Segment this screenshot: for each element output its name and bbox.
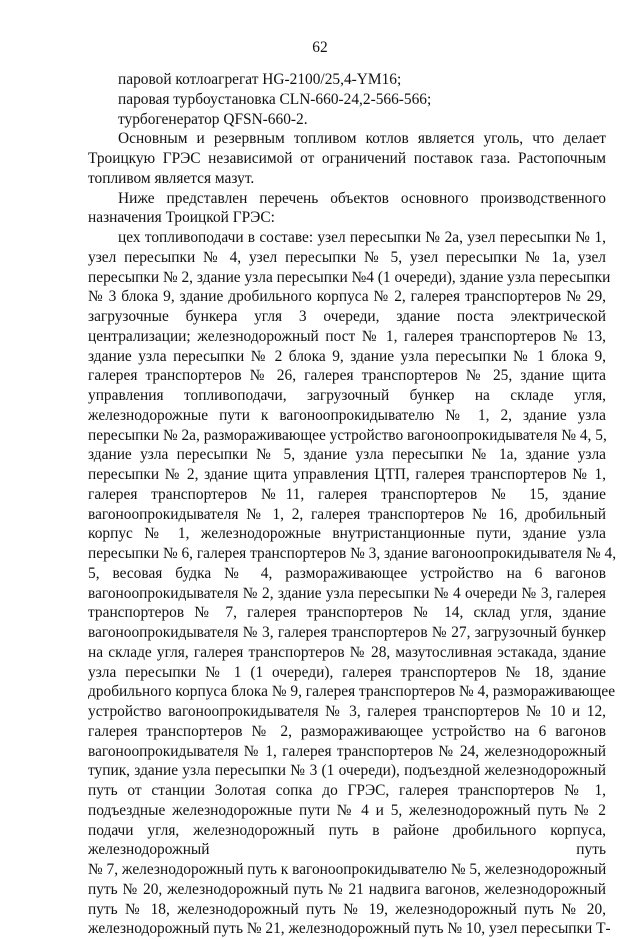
text-line: пересыпки № 2, здание узла пересыпки №4 (1 очереди), здание узла пересыпки	[88, 268, 611, 286]
text-line: цех топливоподачи в составе: узел пересыпки № 2а, узел пересыпки № 1,	[118, 229, 606, 246]
text-line: на складе угля, галерея транспортеров № 28, мазутосливная эстакада, здание	[88, 643, 606, 661]
text-line: № 7, железнодорожный путь к вагоноопрокидывателю № 5, железнодорожный	[88, 861, 607, 878]
text-line: дробильного корпуса блока № 9, галерея транспортеров № 4, размораживающее	[88, 683, 616, 701]
text-line: загрузочные бункера угля 3 очереди, здание поста электрической	[88, 308, 606, 325]
text-line: № 3 блока 9, здание дробильного корпуса № 2, галерея транспортеров № 29,	[88, 288, 606, 306]
text-line: здание узла пересыпки № 2 блока 9, здание узла пересыпки № 1 блока 9,	[88, 347, 606, 365]
text-line: галерея транспортеров № 2, размораживающее устройство на 6 вагонов	[88, 722, 606, 740]
text-line: вагоноопрокидывателя № 1, галерея транспортеров № 24, железнодорожный	[88, 742, 606, 760]
text-line: вагоноопрокидывателя № 1, 2, галерея транспортеров № 16, дробильный	[88, 505, 606, 523]
text-line: Ниже представлен перечень объектов основного производственного	[118, 189, 606, 207]
text-line: железнодорожный путь	[88, 841, 606, 859]
text-line: пересыпки № 6, галерея транспортеров № 3, здание вагоноопрокидывателя № 4,	[88, 545, 617, 562]
text-line: транспортеров № 7, галерея транспортеров № 14, склад угля, здание	[88, 604, 606, 622]
text-line: паровой котлоагрегат HG-2100/25,4-YM16;	[118, 71, 402, 88]
text-line: железнодорожный путь № 21, железнодорожный путь № 10, узел пересыпки Т-	[88, 920, 611, 938]
text-line: железнодорожные пути к вагоноопрокидывателю № 1, 2, здание узла	[88, 406, 606, 424]
text-line: назначения Троицкой ГРЭС:	[88, 209, 275, 227]
text-line: пересыпки № 2, здание щита управления ЦТП, галерея транспортеров № 1,	[88, 466, 606, 483]
text-line: паровая турбоустановка CLN-660-24,2-566-566;	[118, 90, 432, 108]
text-line: централизации; железнодорожный пост № 1, галерея транспортеров № 13,	[88, 327, 606, 345]
text-line: Троицкую ГРЭС независимой от ограничений поставок газа. Растопочным	[88, 150, 606, 167]
text-line: галерея транспортеров №11, галерея транспортеров № 15, здание	[88, 485, 606, 503]
text-line: Основным и резервным топливом котлов является уголь, что делает	[118, 130, 606, 148]
text-line: тупик, здание узла пересыпки № 3 (1 очереди), подъездной железнодорожный	[88, 762, 606, 780]
text-line: 5, весовая будка № 4, размораживающее устройство на 6 вагонов	[88, 564, 606, 582]
text-line: узла пересыпки № 1 (1 очереди), галерея транспортеров № 18, здание	[88, 663, 606, 681]
text-line: корпус № 1, железнодорожные внутристанционные пути, здание узла	[88, 525, 606, 543]
text-line: управления топливоподачи, загрузочный бункер на складе угля,	[88, 387, 606, 404]
text-line: устройство вагоноопрокидывателя № 3, галерея транспортеров № 10 и 12,	[88, 703, 606, 720]
text-line: вагоноопрокидывателя № 2, здание узла пересыпки № 4 очереди № 3, галерея	[88, 584, 606, 602]
text-line: пересыпки № 2а, размораживающее устройство вагоноопрокидывателя № 4, 5,	[88, 426, 607, 444]
text-line: турбогенератор QFSN-660-2.	[118, 110, 308, 128]
page-number: 62	[312, 39, 328, 56]
text-line: подачи угля, железнодорожный путь в районе дробильного корпуса,	[88, 821, 606, 839]
text-line: путь от станции Золотая сопка до ГРЭС, галерея транспортеров № 1,	[88, 782, 606, 799]
text-line: топливом является мазут.	[88, 169, 255, 187]
text-line: здание узла пересыпки № 5, здание узла пересыпки № 1а, здание узла	[88, 446, 606, 464]
text-line: узел пересыпки № 4, узел пересыпки № 5, узел пересыпки № 1а, узел	[88, 248, 606, 266]
text-line: галерея транспортеров № 26, галерея транспортеров № 25, здание щита	[88, 367, 606, 385]
text-line: вагоноопрокидывателя № 3, галерея транспортеров № 27, загрузочный бункер	[88, 624, 606, 641]
text-line: подъездные железнодорожные пути № 4 и 5, железнодорожный путь № 2	[88, 801, 606, 819]
text-line: путь № 18, железнодорожный путь № 19, железнодорожный путь № 20,	[88, 900, 606, 918]
text-line: путь № 20, железнодорожный путь № 21 надвига вагонов, железнодорожный	[88, 880, 606, 898]
